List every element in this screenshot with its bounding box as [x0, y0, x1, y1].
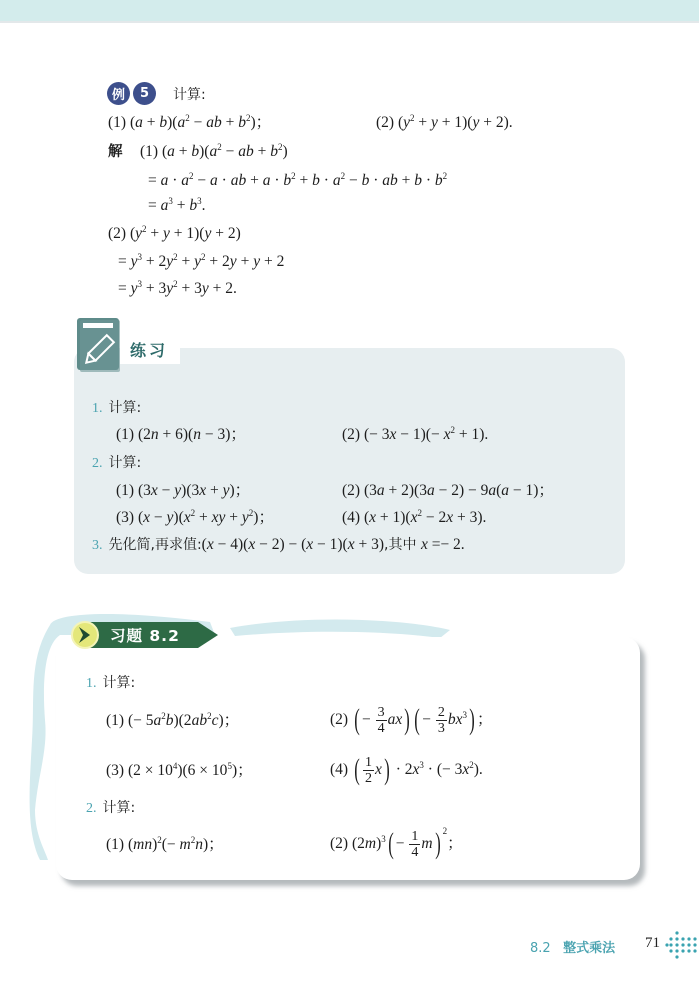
exercises-title: 习题 8.2 — [110, 627, 180, 645]
practice-2-part-1: (1) (3x − y)(3x + y)； — [116, 482, 251, 499]
item-number: 3. — [92, 538, 103, 553]
item-number: 2. — [92, 456, 103, 471]
example-badge-num: 5 — [133, 82, 156, 105]
example-q1: (1) $(a + b)(a^2$ − ab + $b^2$)； — [108, 113, 272, 131]
top-header-band — [0, 0, 699, 23]
solution1-line2: = $a \cdot a^2 - a$ · ab + $a \cdot b^2 + b \cdot a^2 - b$ · ab + $b \cdot b^2$ — [148, 171, 448, 189]
practice-item-1 — [92, 398, 141, 419]
solution1-line3: = $a^3 + b^3$. — [148, 196, 206, 214]
solution1-line1: (1) $(a + b)(a^2$ − ab + $b^2$) — [140, 142, 288, 160]
solution2-line1: (2) $(y^2 + y + 1)(y + 2)$ — [108, 224, 241, 242]
footer-chapter-title: 整式乘法 — [563, 941, 616, 956]
solution2-line2: = $y^3 + 2y^2 + y^2 + 2y + y + 2$ — [118, 252, 285, 270]
footer-chapter — [530, 937, 615, 956]
item-prompt: 计算: — [102, 675, 136, 691]
practice-title: 练习 — [130, 341, 169, 360]
item-number: 1. — [92, 401, 103, 416]
notebook-pencil-icon — [77, 318, 122, 372]
item-prompt: 计算: — [108, 455, 142, 471]
decorative-dots-icon — [665, 930, 699, 960]
exercise-1-part-2: (2) ( − $\frac{3}{4}$ ax) ( − $\frac{2}{3}$ $bx^3$) ； — [330, 703, 493, 737]
exercise-1-part-4: (4) ( $\frac{1}{2}$ $x) \cdot 2x^3$ · (− $3x^2$). — [330, 753, 483, 787]
example-q2: (2) $(y^2 + y + 1)(y + 2)$. — [376, 113, 513, 131]
exercise-item-2 — [86, 798, 135, 819]
practice-2-part-2: (2) (3a + 2)(3a − 2) − 9a(a − 1)； — [342, 482, 554, 499]
exercise-1-part-1: (1) (− $5a^2b)(2ab^2c)$； — [106, 711, 240, 729]
solution-label: 解 — [108, 144, 123, 160]
item-number: 2. — [86, 801, 97, 816]
exercise-2-part-1: (1) $(mn)^2(- m^2n)$； — [106, 835, 224, 853]
exercise-1-part-3: (3) $(2 \times 10^4)(6 \times 10^5)$； — [106, 761, 253, 779]
solution2-line3: = $y^3 + 3y^2 + 3y + 2$. — [118, 279, 237, 297]
practice-2-part-3: (3) $(x - y)(x^2$ + xy + $y^2$)； — [116, 508, 274, 526]
example-badge — [107, 82, 156, 105]
item-prompt: 计算: — [102, 800, 136, 816]
exercise-item-1 — [86, 673, 135, 694]
practice-item-3: 3. 先化简,再求值:(x − 4)(x − 2) − (x − 1)(x + 3),其中 x =− 2. — [92, 536, 465, 553]
item-number: 1. — [86, 676, 97, 691]
exercise-2-part-2: (2) $(2m)^3$( − $\frac{1}{4}$ m) $^2$； — [330, 826, 463, 861]
practice-item-2 — [92, 453, 141, 474]
item-prompt: 计算: — [108, 400, 142, 416]
practice-2-part-4: (4) $(x + 1)(x^2 - 2x + 3)$. — [342, 508, 487, 526]
practice-1-part-1: (1) (2n + 6)(n − 3)； — [116, 426, 246, 443]
page-number: 71 — [645, 935, 660, 951]
example-badge-char: 例 — [107, 82, 130, 105]
footer-section: 8.2 — [530, 941, 551, 956]
example-prompt: 计算: — [173, 87, 206, 103]
practice-1-part-2: (2) (− $3x - 1)(- x^2 + 1)$. — [342, 425, 489, 443]
